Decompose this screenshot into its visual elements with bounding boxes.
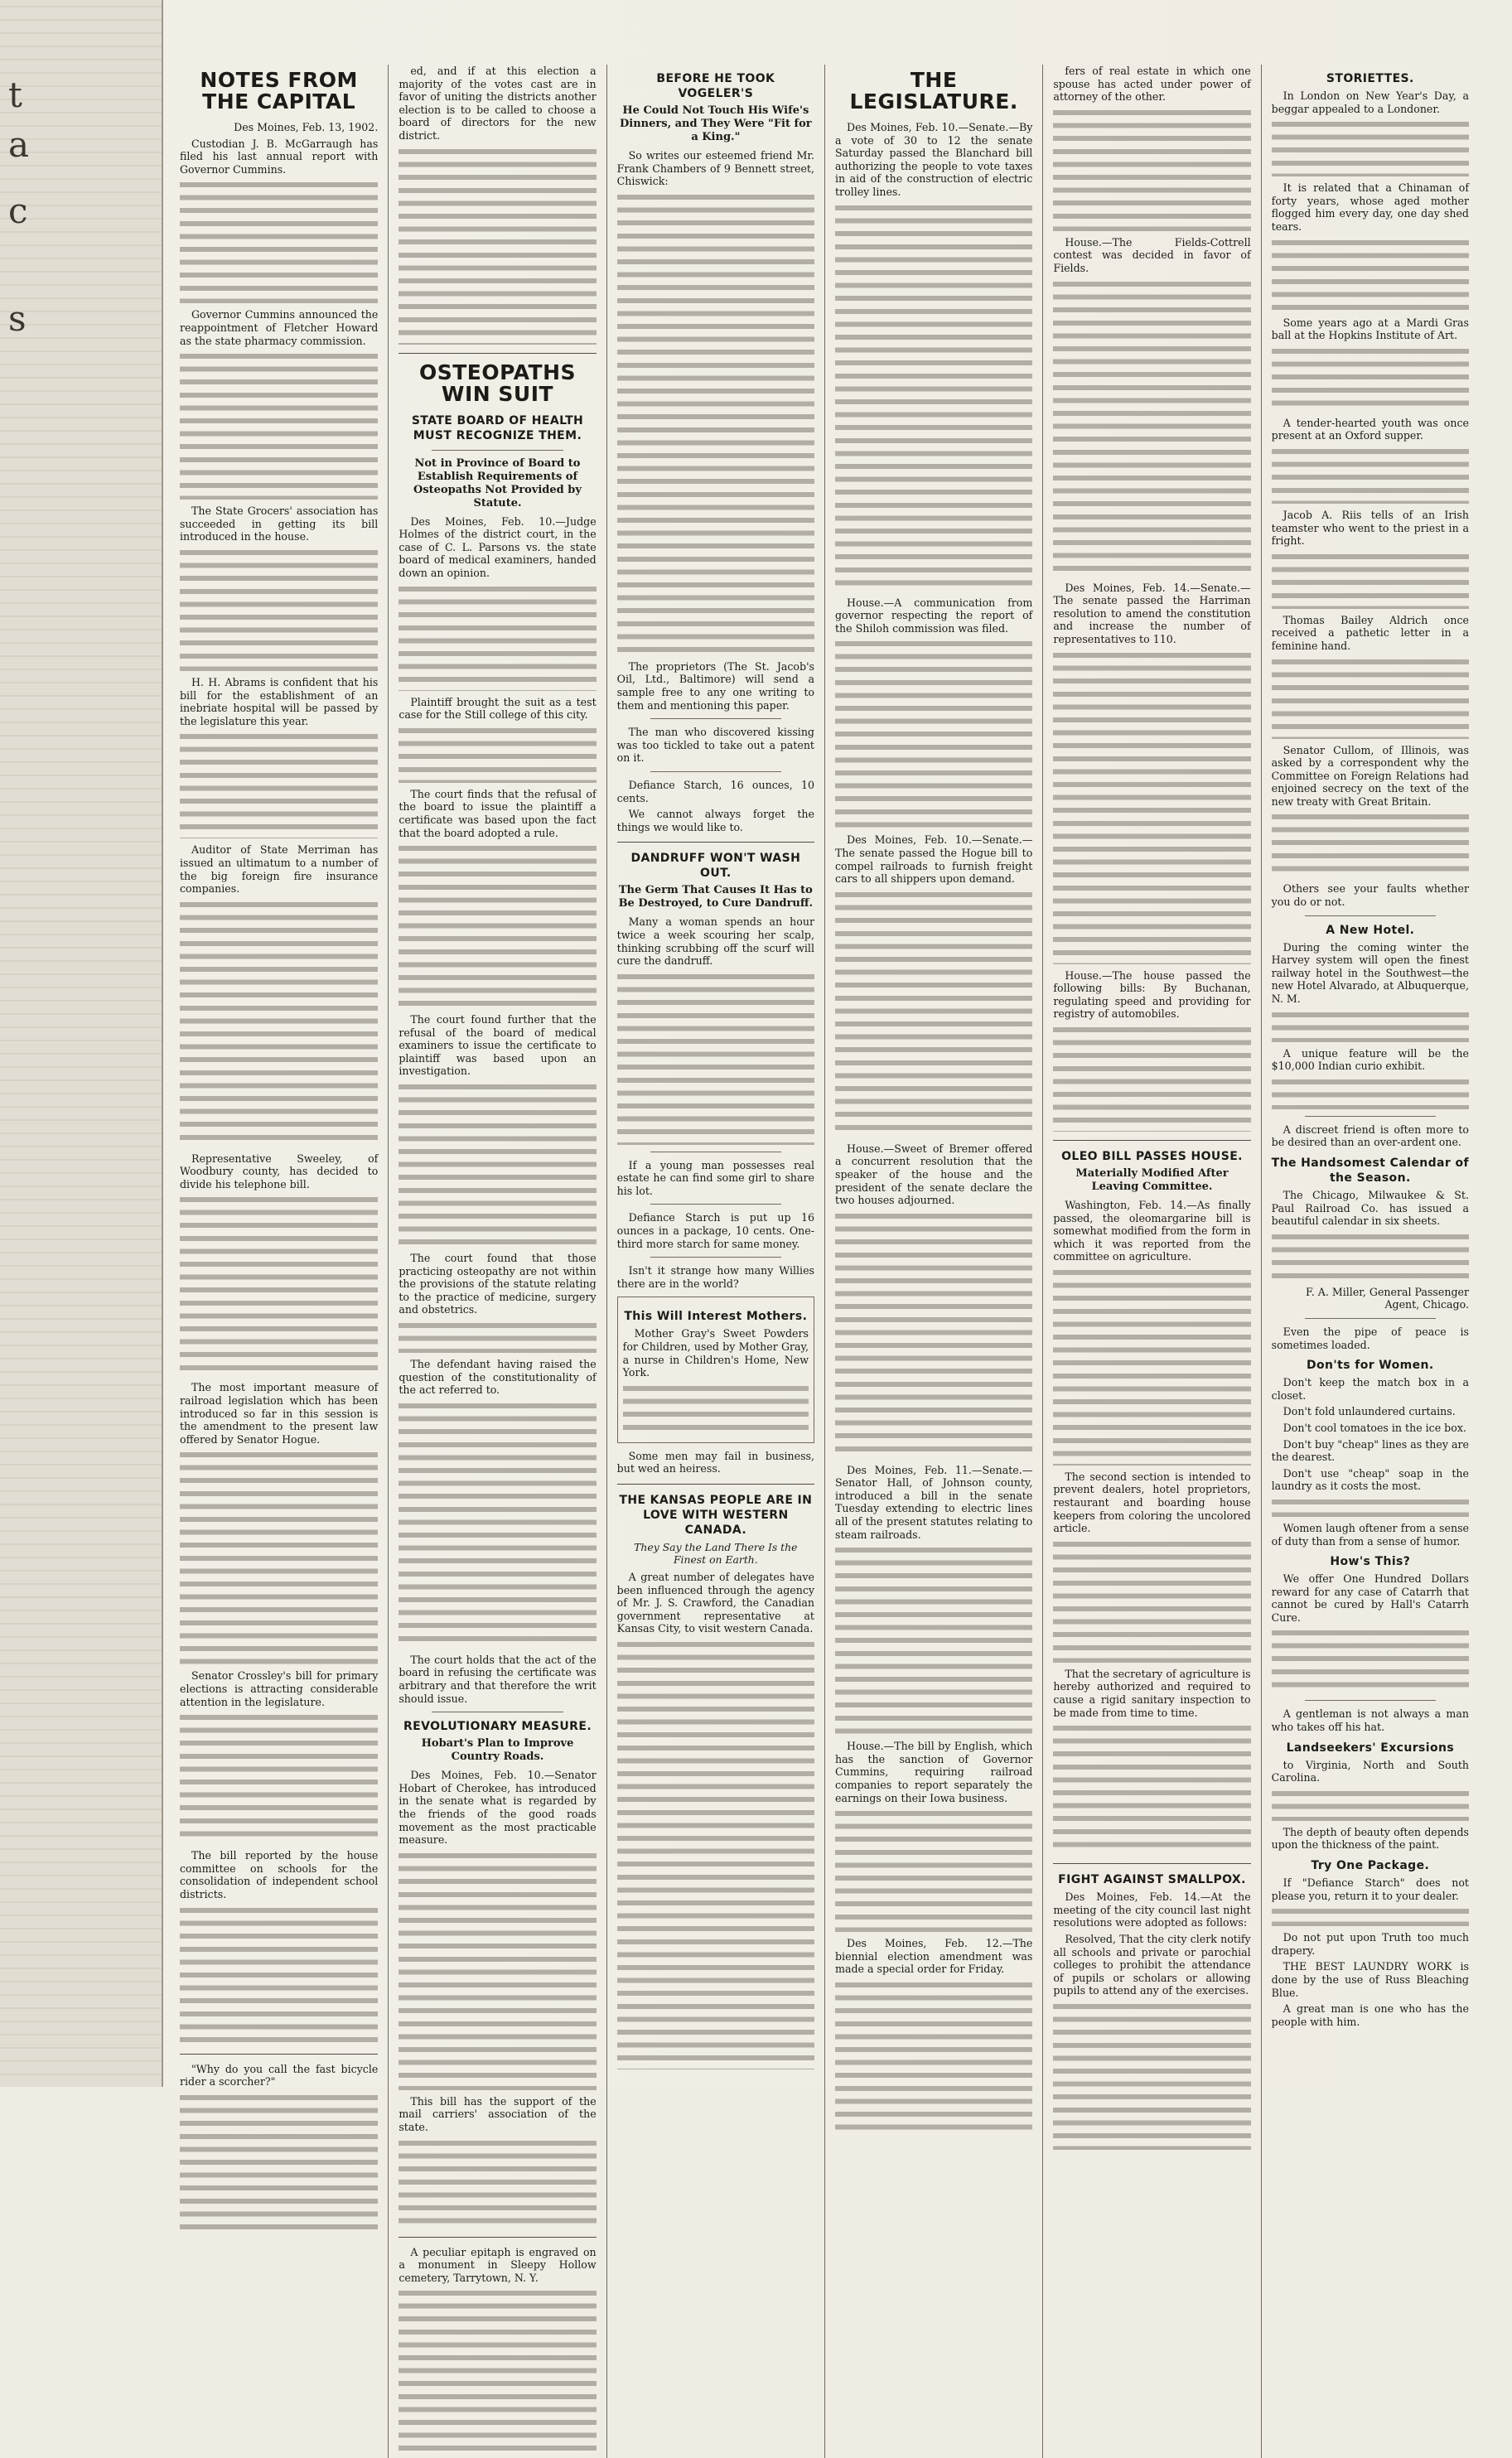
article-paragraph: A peculiar epitaph is engraved on a monument in Sleepy Hollow cemetery, Tarrytown, N. Y. <box>399 2245 597 2284</box>
deck: Hobart's Plan to Improve Country Roads. <box>421 1737 574 1764</box>
list-item: Don't cool tomatoes in the ice box. <box>1283 1421 1466 1434</box>
article-paragraph: The bill reported by the house committee on schools for the consolidation of independent school districts. <box>180 1849 379 1900</box>
article-paragraph: Isn't it strange how many Willies there are in the world? <box>616 1264 814 1290</box>
illegible-text-block <box>835 638 1032 828</box>
headline-before-vogelers: BEFORE HE TOOK VOGELER'S <box>656 72 775 100</box>
article-paragraph: Des Moines, Feb. 10.—Senator Hobart of Cherokee, has introduced in the senate what is regarded by the friends of the good roads movement as the most practicable measure. <box>399 1769 597 1847</box>
section-rule <box>1305 915 1436 916</box>
article-paragraph: During the coming winter the Harvey system will open the finest railway hotel in the Southwest—the new Hotel Alvarado, at Albuquerque, N. M. <box>1271 940 1469 1006</box>
page-binding-edge <box>0 0 163 2087</box>
binding-mark: c <box>8 191 28 231</box>
illegible-text-block <box>399 1850 596 2090</box>
article-paragraph: Custodian J. B. McGarraugh has filed his last annual report with Governor Cummins. <box>180 137 379 176</box>
column-divider <box>180 2054 378 2055</box>
illegible-text-block <box>399 2137 596 2229</box>
article-paragraph: Others see your faults whether you do or not. <box>1271 882 1469 909</box>
illegible-text-block <box>180 1712 378 1844</box>
illegible-text-block <box>399 1400 596 1649</box>
article-paragraph: If a young man possesses real estate he can find some girl to share his lot. <box>616 1158 814 1197</box>
subheadline: Try One Package. <box>1311 1859 1430 1873</box>
article-paragraph: The man who discovered kissing was too tickled to take out a patent on it. <box>616 726 814 765</box>
illegible-text-block <box>1272 237 1469 311</box>
article-paragraph: Auditor of State Merriman has issued an ultimatum to a number of the big foreign fire insurance companies. <box>180 843 379 896</box>
column-3 <box>606 65 824 2458</box>
illegible-text-block <box>1272 345 1469 412</box>
article-paragraph: Some men may fail in business, but wed an heiress. <box>616 1449 814 1475</box>
article-paragraph: Jacob A. Riis tells of an Irish teamster who went to the priest in a fright. <box>1271 508 1469 548</box>
illegible-text-block <box>1272 1496 1469 1517</box>
headline-a-new-hotel: A New Hotel. <box>1326 923 1415 937</box>
illegible-text-block <box>1053 278 1250 577</box>
subheadline: Landseekers' Excursions <box>1286 1741 1455 1755</box>
illegible-text-block <box>835 889 1032 1137</box>
section-rule <box>650 718 781 719</box>
article-paragraph: Des Moines, Feb. 14.—Senate.—The senate passed the Harriman resolution to amend the constitution and increase the number of representatives to 110. <box>1053 581 1251 645</box>
article-paragraph: Many a woman spends an hour twice a week scouring her scalp, thinking scrubbing off the scurf will cure the dandruff. <box>616 915 814 968</box>
illegible-text-block <box>1053 1024 1250 1132</box>
article-paragraph: If "Defiance Starch" does not please you, return it to your dealer. <box>1271 1876 1469 1902</box>
article-paragraph: It is related that a Chinaman of forty years, whose aged mother flogged him every day, one day shed tears. <box>1271 181 1469 233</box>
article-paragraph: The proprietors (The St. Jacob's Oil, Ltd., Baltimore) will send a sample free to any one writing to them and mentioning this paper. <box>616 659 814 712</box>
illegible-text-block <box>1053 650 1250 964</box>
deck: They Say the Land There Is the Finest on Earth. <box>634 1541 798 1566</box>
column-divider <box>1053 1140 1250 1141</box>
column-divider <box>399 2237 596 2238</box>
article-paragraph: The depth of beauty often depends upon the thickness of the paint. <box>1271 1825 1469 1852</box>
article-paragraph: to Virginia, North and South Carolina. <box>1271 1758 1469 1784</box>
article-paragraph: Senator Cullom, of Illinois, was asked by a correspondent why the Committee on Foreign Relations had enjoined secrecy on the text of the new treaty with Great Britain. <box>1271 743 1469 808</box>
illegible-text-block <box>1272 1231 1469 1281</box>
deck: The Germ That Causes It Has to Be Destroyed, to Cure Dandruff. <box>618 884 814 910</box>
article-paragraph: A tender-hearted youth was once present at an Oxford supper. <box>1271 416 1469 442</box>
subheadline: STATE BOARD OF HEALTH MUST RECOGNIZE THEM. <box>411 413 584 442</box>
headline-revolutionary-measure: REVOLUTIONARY MEASURE. <box>403 1720 592 1734</box>
illegible-text-block <box>1272 118 1469 176</box>
article-paragraph: A unique feature will be the $10,000 Indian curio exhibit. <box>1271 1046 1469 1073</box>
illegible-text-block <box>835 1544 1032 1735</box>
illegible-text-block <box>1272 1905 1469 1926</box>
article-paragraph: Defiance Starch is put up 16 ounces in a package, 10 cents. One-third more starch for same money. <box>616 1211 814 1250</box>
article-paragraph: Thomas Bailey Aldrich once received a pathetic letter in a feminine hand. <box>1271 613 1469 652</box>
article-paragraph: House.—Sweet of Bremer offered a concurrent resolution that the speaker of the house and the president of the senate declare the two houses adjourned. <box>835 1142 1033 1207</box>
headline-kansas-people: THE KANSAS PEOPLE ARE IN LOVE WITH WESTERN CANADA. <box>619 1494 813 1537</box>
binding-mark: s <box>8 298 27 339</box>
article-paragraph: Women laugh oftener from a sense of duty than from a sense of humor. <box>1271 1521 1469 1548</box>
illegible-text-block <box>180 1449 378 1664</box>
subheadline: The Handsomest Calendar of the Season. <box>1271 1157 1469 1185</box>
illegible-text-block <box>1053 107 1250 231</box>
article-paragraph: Do not put upon Truth too much drapery. <box>1271 1931 1469 1957</box>
section-rule <box>650 771 781 772</box>
illegible-text-block <box>1053 1722 1250 1855</box>
newspaper-columns <box>170 65 1479 2284</box>
article-paragraph: The court found that those practicing osteopathy are not within the provisions of the statute relating to the practice of medicine, surgery and obstetrics. <box>399 1252 597 1316</box>
illegible-text-block <box>399 843 596 1008</box>
article-paragraph: So writes our esteemed friend Mr. Frank Chambers of 9 Bennett street, Chiswick: <box>616 149 814 188</box>
column-2 <box>388 65 606 2458</box>
illegible-text-block <box>1272 811 1469 877</box>
illegible-text-block <box>1053 1267 1250 1466</box>
illegible-text-block <box>180 731 378 838</box>
illegible-text-block <box>1272 1076 1469 1109</box>
illegible-text-block <box>1272 656 1469 739</box>
illegible-text-block <box>1272 446 1469 504</box>
article-paragraph: Governor Cummins announced the reappointment of Fletcher Howard as the state pharmacy commission. <box>180 308 379 347</box>
headline-notes-from-capital: NOTES FROM THE CAPITAL <box>200 68 358 113</box>
article-paragraph: Des Moines, Feb. 12.—The biennial election amendment was made a special order for Friday. <box>835 1937 1033 1976</box>
article-paragraph: A great man is one who has the people with him. <box>1271 2002 1469 2028</box>
article-paragraph: A discreet friend is often more to be desired than an over-ardent one. <box>1271 1123 1469 1149</box>
illegible-text-block <box>1272 1627 1469 1693</box>
article-paragraph: fers of real estate in which one spouse has acted under power of attorney of the other. <box>1053 65 1251 104</box>
illegible-text-block <box>399 1081 596 1247</box>
article-paragraph: In London on New Year's Day, a beggar appealed to a Londoner. <box>1271 89 1469 115</box>
illegible-text-block <box>1272 1788 1469 1821</box>
section-rule <box>650 1204 781 1205</box>
article-paragraph: The court found further that the refusal of the board of medical examiners to issue the certificate to plaintiff was based upon an investigation. <box>399 1013 597 1078</box>
illegible-text-block <box>180 2092 378 2233</box>
article-paragraph: House.—The bill by English, which has the sanction of Governor Cummins, requiring railroad companies to report separately the earnings on their Iowa business. <box>835 1740 1033 1804</box>
article-paragraph: "Why do you call the fast bicycle rider a scorcher?" <box>180 2062 379 2089</box>
article-paragraph: The Chicago, Milwaukee & St. Paul Railroad Co. has issued a beautiful calendar in six sheets. <box>1271 1189 1469 1228</box>
column-6 <box>1261 65 1479 2458</box>
column-divider <box>1053 1863 1250 1864</box>
list-item: Don't fold unlaundered curtains. <box>1283 1405 1456 1418</box>
illegible-text-block <box>835 1979 1032 2137</box>
column-1 <box>170 65 388 2458</box>
deck: He Could Not Touch His Wife's Dinners, and They Were "Fit for a King." <box>620 104 812 143</box>
illegible-text-block <box>399 2287 596 2453</box>
headline-the-legislature: THE LEGISLATURE. <box>849 68 1018 113</box>
article-paragraph: Des Moines, Feb. 10.—Senate.—By a vote of 30 to 12 the senate Saturday passed the Blanchard bill authorizing the people to vote taxes in aid of the construction of electric trolley lines. <box>835 121 1033 198</box>
headline-dandruff: DANDRUFF WON'T WASH OUT. <box>630 852 801 881</box>
dateline: Des Moines, Feb. 13, 1902. <box>234 121 379 133</box>
illegible-text-block <box>617 191 814 655</box>
illegible-text-block <box>623 1383 809 1432</box>
illegible-text-block <box>835 1808 1032 1932</box>
column-4 <box>824 65 1042 2458</box>
headline-fight-against-smallpox: FIGHT AGAINST SMALLPOX. <box>1058 1873 1246 1887</box>
illegible-text-block <box>399 146 596 345</box>
article-paragraph: Des Moines, Feb. 14.—At the meeting of the city council last night resolutions were adopted as follows: <box>1053 1891 1251 1929</box>
article-paragraph: The most important measure of railroad legislation which has been introduced so far in this session is the amendment to the present law offered by Senator Hogue. <box>180 1381 379 1446</box>
list-item: Don't buy "cheap" lines as they are the dearest. <box>1271 1437 1469 1464</box>
article-paragraph: A great number of delegates have been influenced through the agency of Mr. J. S. Crawford, the Canadian government representative at Kansas City, to visit western Canada. <box>616 1571 814 1635</box>
article-paragraph: The defendant having raised the question of the constitutionality of the act referred to. <box>399 1358 597 1397</box>
article-paragraph: The State Grocers' association has succeeded in getting its bill introduced in the house. <box>180 505 379 543</box>
headline-osteopaths-win-suit: OSTEOPATHS WIN SUIT <box>418 360 577 406</box>
illegible-text-block <box>399 725 596 783</box>
section-rule <box>432 450 563 451</box>
deck: Not in Province of Board to Establish Requirements of Osteopaths Not Provided by Statute. <box>413 456 582 509</box>
section-rule <box>1305 1700 1436 1701</box>
illegible-text-block <box>835 202 1032 592</box>
binding-mark: t <box>8 75 22 115</box>
illegible-text-block <box>1272 551 1469 609</box>
binding-mark: a <box>8 124 30 165</box>
article-paragraph: ed, and if at this election a majority of the votes cast are in favor of uniting the districts another election is to be called to choose a board of directors for the new district. <box>399 65 597 142</box>
section-rule <box>1305 1318 1436 1319</box>
subheadline: How's This? <box>1330 1555 1411 1569</box>
article-paragraph: A gentleman is not always a man who takes off his hat. <box>1271 1707 1469 1734</box>
article-paragraph: House.—A communication from governor respecting the report of the Shiloh commission was filed. <box>835 596 1033 635</box>
article-paragraph: Des Moines, Feb. 11.—Senate.—Senator Hall, of Johnson county, introduced a bill in the senate Tuesday extending to electric lines all of the present statutes relating to steam railroads. <box>835 1463 1033 1541</box>
article-paragraph: Resolved, That the city clerk notify all schools and private or parochial colleges to prohibit the attendance of pupils or scholars or allowing pupils to attend any of the exercises. <box>1053 1933 1251 1997</box>
article-paragraph: Defiance Starch, 16 ounces, 10 cents. <box>616 778 814 804</box>
section-rule <box>650 1257 781 1258</box>
illegible-text-block <box>180 350 378 500</box>
article-paragraph: We offer One Hundred Dollars reward for any case of Catarrh that cannot be cured by Hall's Catarrh Cure. <box>1271 1572 1469 1624</box>
article-paragraph: We cannot always forget the things we would like to. <box>616 808 814 833</box>
article-paragraph: House.—The Fields-Cottrell contest was decided in favor of Fields. <box>1053 235 1251 274</box>
column-divider <box>617 842 814 843</box>
article-paragraph: The court finds that the refusal of the board to issue the plaintiff a certificate was based upon the fact that the board adopted a rule. <box>399 787 597 839</box>
list-item: Don't use "cheap" soap in the laundry as it costs the most. <box>1271 1466 1469 1493</box>
article-paragraph: The court holds that the act of the board in refusing the certificate was arbitrary and that therefore the writ should issue. <box>399 1653 597 1705</box>
column-divider <box>617 1484 814 1485</box>
illegible-text-block <box>617 1639 814 2069</box>
headline-storiettes: STORIETTES. <box>1326 72 1414 85</box>
section-rule <box>1305 1116 1436 1117</box>
article-paragraph: Plaintiff brought the suit as a test case for the Still college of this city. <box>399 695 597 722</box>
article-paragraph: THE BEST LAUNDRY WORK is done by the use of Russ Bleaching Blue. <box>1271 1960 1469 1999</box>
subheadline: Don'ts for Women. <box>1307 1359 1434 1373</box>
illegible-text-block <box>180 179 378 303</box>
article-paragraph: House.—The house passed the following bills: By Buchanan, regulating speed and providing for registry of automobiles. <box>1053 968 1251 1021</box>
article-paragraph: Washington, Feb. 14.—As finally passed, the oleomargarine bill is somewhat modified from the form in which it was reported from the committee on agriculture. <box>1053 1198 1251 1263</box>
illegible-text-block <box>180 899 378 1147</box>
headline-oleo-bill: OLEO BILL PASSES HOUSE. <box>1061 1149 1243 1163</box>
signature-line: F. A. Miller, General Passenger Agent, Chicago. <box>1305 1285 1469 1311</box>
illegible-text-block <box>180 1905 378 2045</box>
article-paragraph: The second section is intended to prevent dealers, hotel proprietors, restaurant and boarding house keepers from coloring the uncolored article. <box>1053 1470 1251 1535</box>
illegible-text-block <box>835 1210 1032 1459</box>
article-paragraph: Some years ago at a Mardi Gras ball at the Hopkins Institute of Art. <box>1271 316 1469 342</box>
illegible-text-block <box>1053 2001 1250 2150</box>
illegible-text-block <box>617 971 814 1145</box>
article-paragraph: Even the pipe of peace is sometimes loaded. <box>1271 1325 1469 1351</box>
column-5 <box>1042 65 1260 2458</box>
article-paragraph: Des Moines, Feb. 10.—Senate.—The senate passed the Hogue bill to compel railroads to furnish freight cars to all shippers upon demand. <box>835 833 1033 886</box>
ad-text: Mother Gray's Sweet Powders for Children, used by Mother Gray, a nurse in Children's Home, New York. <box>622 1327 809 1379</box>
illegible-text-block <box>180 547 378 671</box>
article-paragraph: Des Moines, Feb. 10.—Judge Holmes of the district court, in the case of C. L. Parsons vs. the state board of medical examiners, handed down an opinion. <box>399 514 597 579</box>
ad-title: This Will Interest Mothers. <box>624 1310 808 1324</box>
column-divider <box>399 353 596 354</box>
article-paragraph: This bill has the support of the mail carriers' association of the state. <box>399 2094 597 2133</box>
illegible-text-block <box>399 1320 596 1353</box>
article-paragraph: Representative Sweeley, of Woodbury county, has decided to divide his telephone bill. <box>180 1152 379 1190</box>
illegible-text-block <box>1272 1009 1469 1042</box>
article-paragraph: H. H. Abrams is confident that his bill for the establishment of an inebriate hospital will be passed by the legislature this year. <box>180 675 379 727</box>
illegible-text-block <box>1053 1538 1250 1663</box>
advertisement-box <box>617 1297 814 1442</box>
illegible-text-block <box>180 1194 378 1376</box>
article-paragraph: Senator Crossley's bill for primary elections is attracting considerable attention in the legislature. <box>180 1669 379 1708</box>
article-paragraph: That the secretary of agriculture is hereby authorized and required to cause a rigid sanitary inspection to be made from time to time. <box>1053 1667 1251 1719</box>
illegible-text-block <box>399 583 596 691</box>
deck: Materially Modified After Leaving Committee. <box>1075 1166 1229 1193</box>
list-item: Don't keep the match box in a closet. <box>1271 1376 1469 1402</box>
